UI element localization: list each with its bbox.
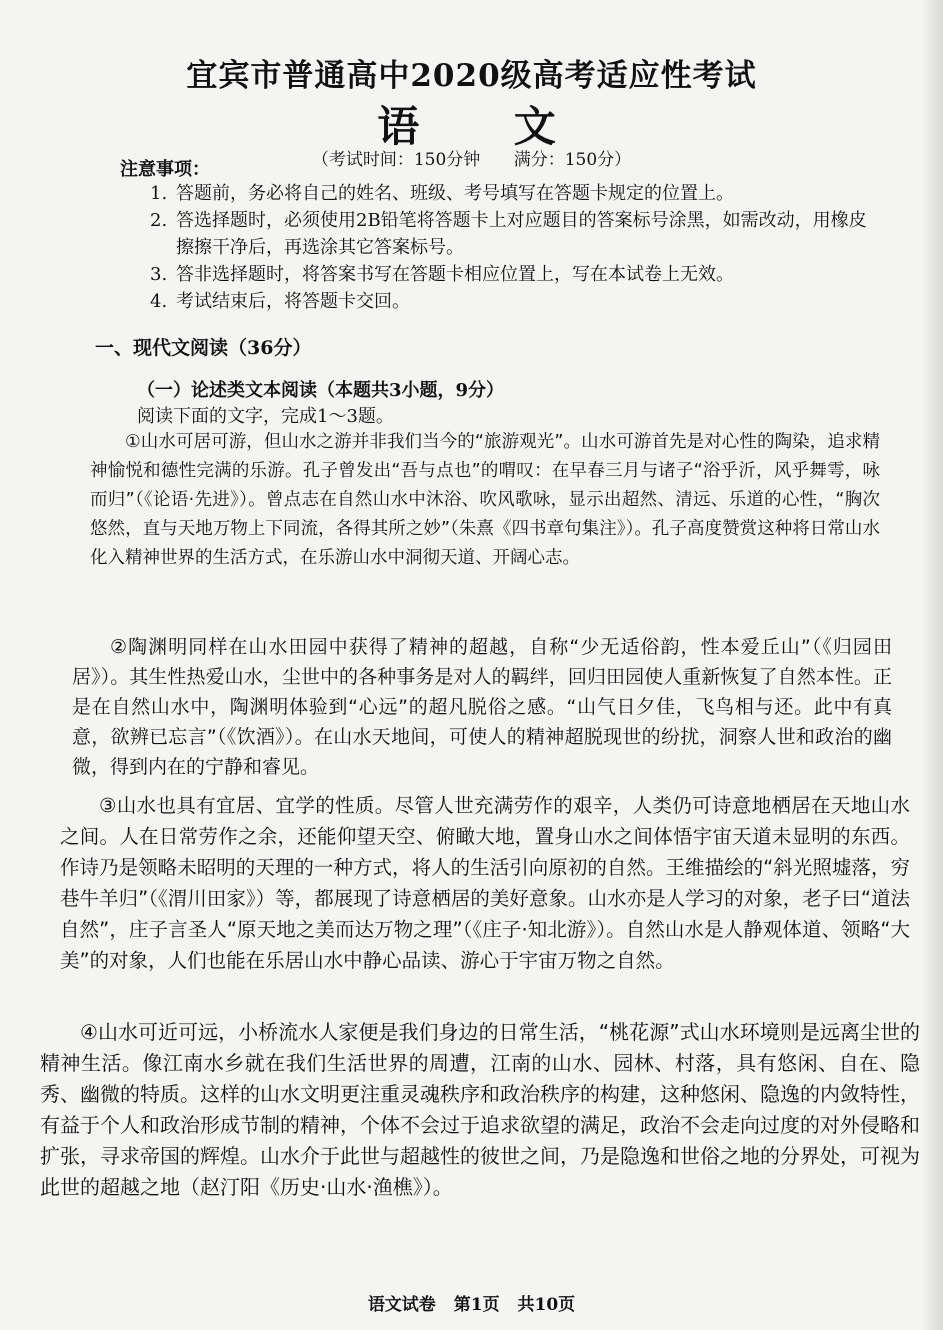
section-heading: 一、现代文阅读（36分） bbox=[95, 337, 312, 359]
note-number: 3. bbox=[150, 264, 168, 285]
footer-total-pages: 共10页 bbox=[517, 1295, 576, 1315]
exam-full-score: 满分：150分） bbox=[513, 150, 632, 170]
note-number: 2. bbox=[150, 210, 168, 231]
notes-heading: 注意事项： bbox=[120, 159, 210, 180]
passage-paragraph-3: ③山水也具有宜居、宜学的性质。尽管人世充满劳作的艰辛，人类仍可诗意地栖居在天地山水之间。人在日常劳作之余，还能仰望天空、俯瞰大地，置身山水之间体悟宇宙天道未显明的东西。作诗乃是领略未昭明的天理的一种方式，将人的生活引向原初的自然。王维描绘的“斜光照墟落，穷巷牛羊归”（《渭川田家》）等，都展现了诗意栖居的美好意象。山水亦是人学习的对象，老子曰“道法自然”，庄子言圣人“原天地之美而达万物之理”（《庄子·知北游》）。自然山水是人静观体道、领略“大美”的对象，人们也能在乐居山水中静心品读、游心于宇宙万物之自然。 bbox=[60, 794, 910, 972]
note-text: 答选择题时，必须使用2B铅笔将答题卡上对应题目的答案标号涂黑，如需改动，用橡皮擦擦干净后，再选涂其它答案标号。 bbox=[176, 210, 867, 258]
page-footer bbox=[0, 1290, 943, 1315]
notes-list bbox=[150, 180, 880, 315]
exam-duration: （考试时间：150分钟 bbox=[311, 150, 481, 170]
scan-edge-shadow bbox=[921, 0, 943, 1330]
footer-page-number: 第1页 bbox=[453, 1295, 500, 1315]
note-text: 考试结束后，将答题卡交回。 bbox=[176, 291, 410, 312]
note-item bbox=[150, 207, 880, 261]
note-item bbox=[150, 261, 880, 288]
passage-paragraph-4: ④山水可近可远，小桥流水人家便是我们身边的日常生活，“桃花源”式山水环境则是远离尘世的精神生活。像江南水乡就在我们生活世界的周遭，江南的山水、园林、村落，具有悠闲、自在、隐秀、幽微的特质。这样的山水文明更注重灵魂秩序和政治秩序的构建，这种悠闲、隐逸的内敛特性，有益于个人和政治形成节制的精神，个体不会过于追求欲望的满足，政治不会走向过度的对外侵略和扩张，寻求帝国的辉煌。山水介于此世与超越性的彼世之间，乃是隐逸和世俗之地的分界处，可视为此世的超越之地（赵汀阳《历史·山水·渔樵》）。 bbox=[40, 1020, 920, 1199]
footer-paper-name: 语文试卷 bbox=[367, 1295, 436, 1315]
passage-paragraph-1: ①山水可居可游，但山水之游并非我们当今的“旅游观光”。山水可游首先是对心性的陶染，追求精神愉悦和德性完满的乐游。孔子曾发出“吾与点也”的喟叹：在早春三月与诸子“浴乎沂，风乎舞雩，咏而归”（《论语·先进》）。曾点志在自然山水中沐浴、吹风歌咏，显示出超然、清远、乐道的心性，“胸次悠然，直与天地万物上下同流，各得其所之妙”（朱熹《四书章句集注》）。孔子高度赞赏这种将日常山水化入精神世界的生活方式，在乐游山水中洞彻天道、开阔心志。 bbox=[90, 432, 880, 568]
subject-title: 语 文 bbox=[377, 102, 596, 151]
reading-instruction: 阅读下面的文字，完成1～3题。 bbox=[137, 406, 394, 427]
note-number: 1. bbox=[150, 183, 168, 204]
passage-paragraph-2: ②陶渊明同样在山水田园中获得了精神的超越，自称“少无适俗韵，性本爱丘山”（《归园田居》）。其生性热爱山水，尘世中的各种事务是对人的羁绊，回归田园使人重新恢复了自然本性。正是在自然山水中，陶渊明体验到“心远”的超凡脱俗之感。“山气日夕佳，飞鸟相与还。此中有真意，欲辨已忘言”（《饮酒》）。在山水天地间，可使人的精神超脱现世的纷扰，洞察人世和政治的幽微，得到内在的宁静和睿见。 bbox=[72, 636, 892, 778]
note-text: 答题前，务必将自己的姓名、班级、考号填写在答题卡规定的位置上。 bbox=[176, 183, 734, 204]
note-item bbox=[150, 180, 880, 207]
sub-heading: （一）论述类文本阅读（本题共3小题，9分） bbox=[137, 380, 505, 401]
note-text: 答非选择题时，将答案书写在答题卡相应位置上，写在本试卷上无效。 bbox=[176, 264, 734, 285]
exam-title: 宜宾市普通高中2020级高考适应性考试 bbox=[186, 58, 757, 94]
note-item bbox=[150, 288, 880, 315]
note-number: 4. bbox=[150, 291, 168, 312]
